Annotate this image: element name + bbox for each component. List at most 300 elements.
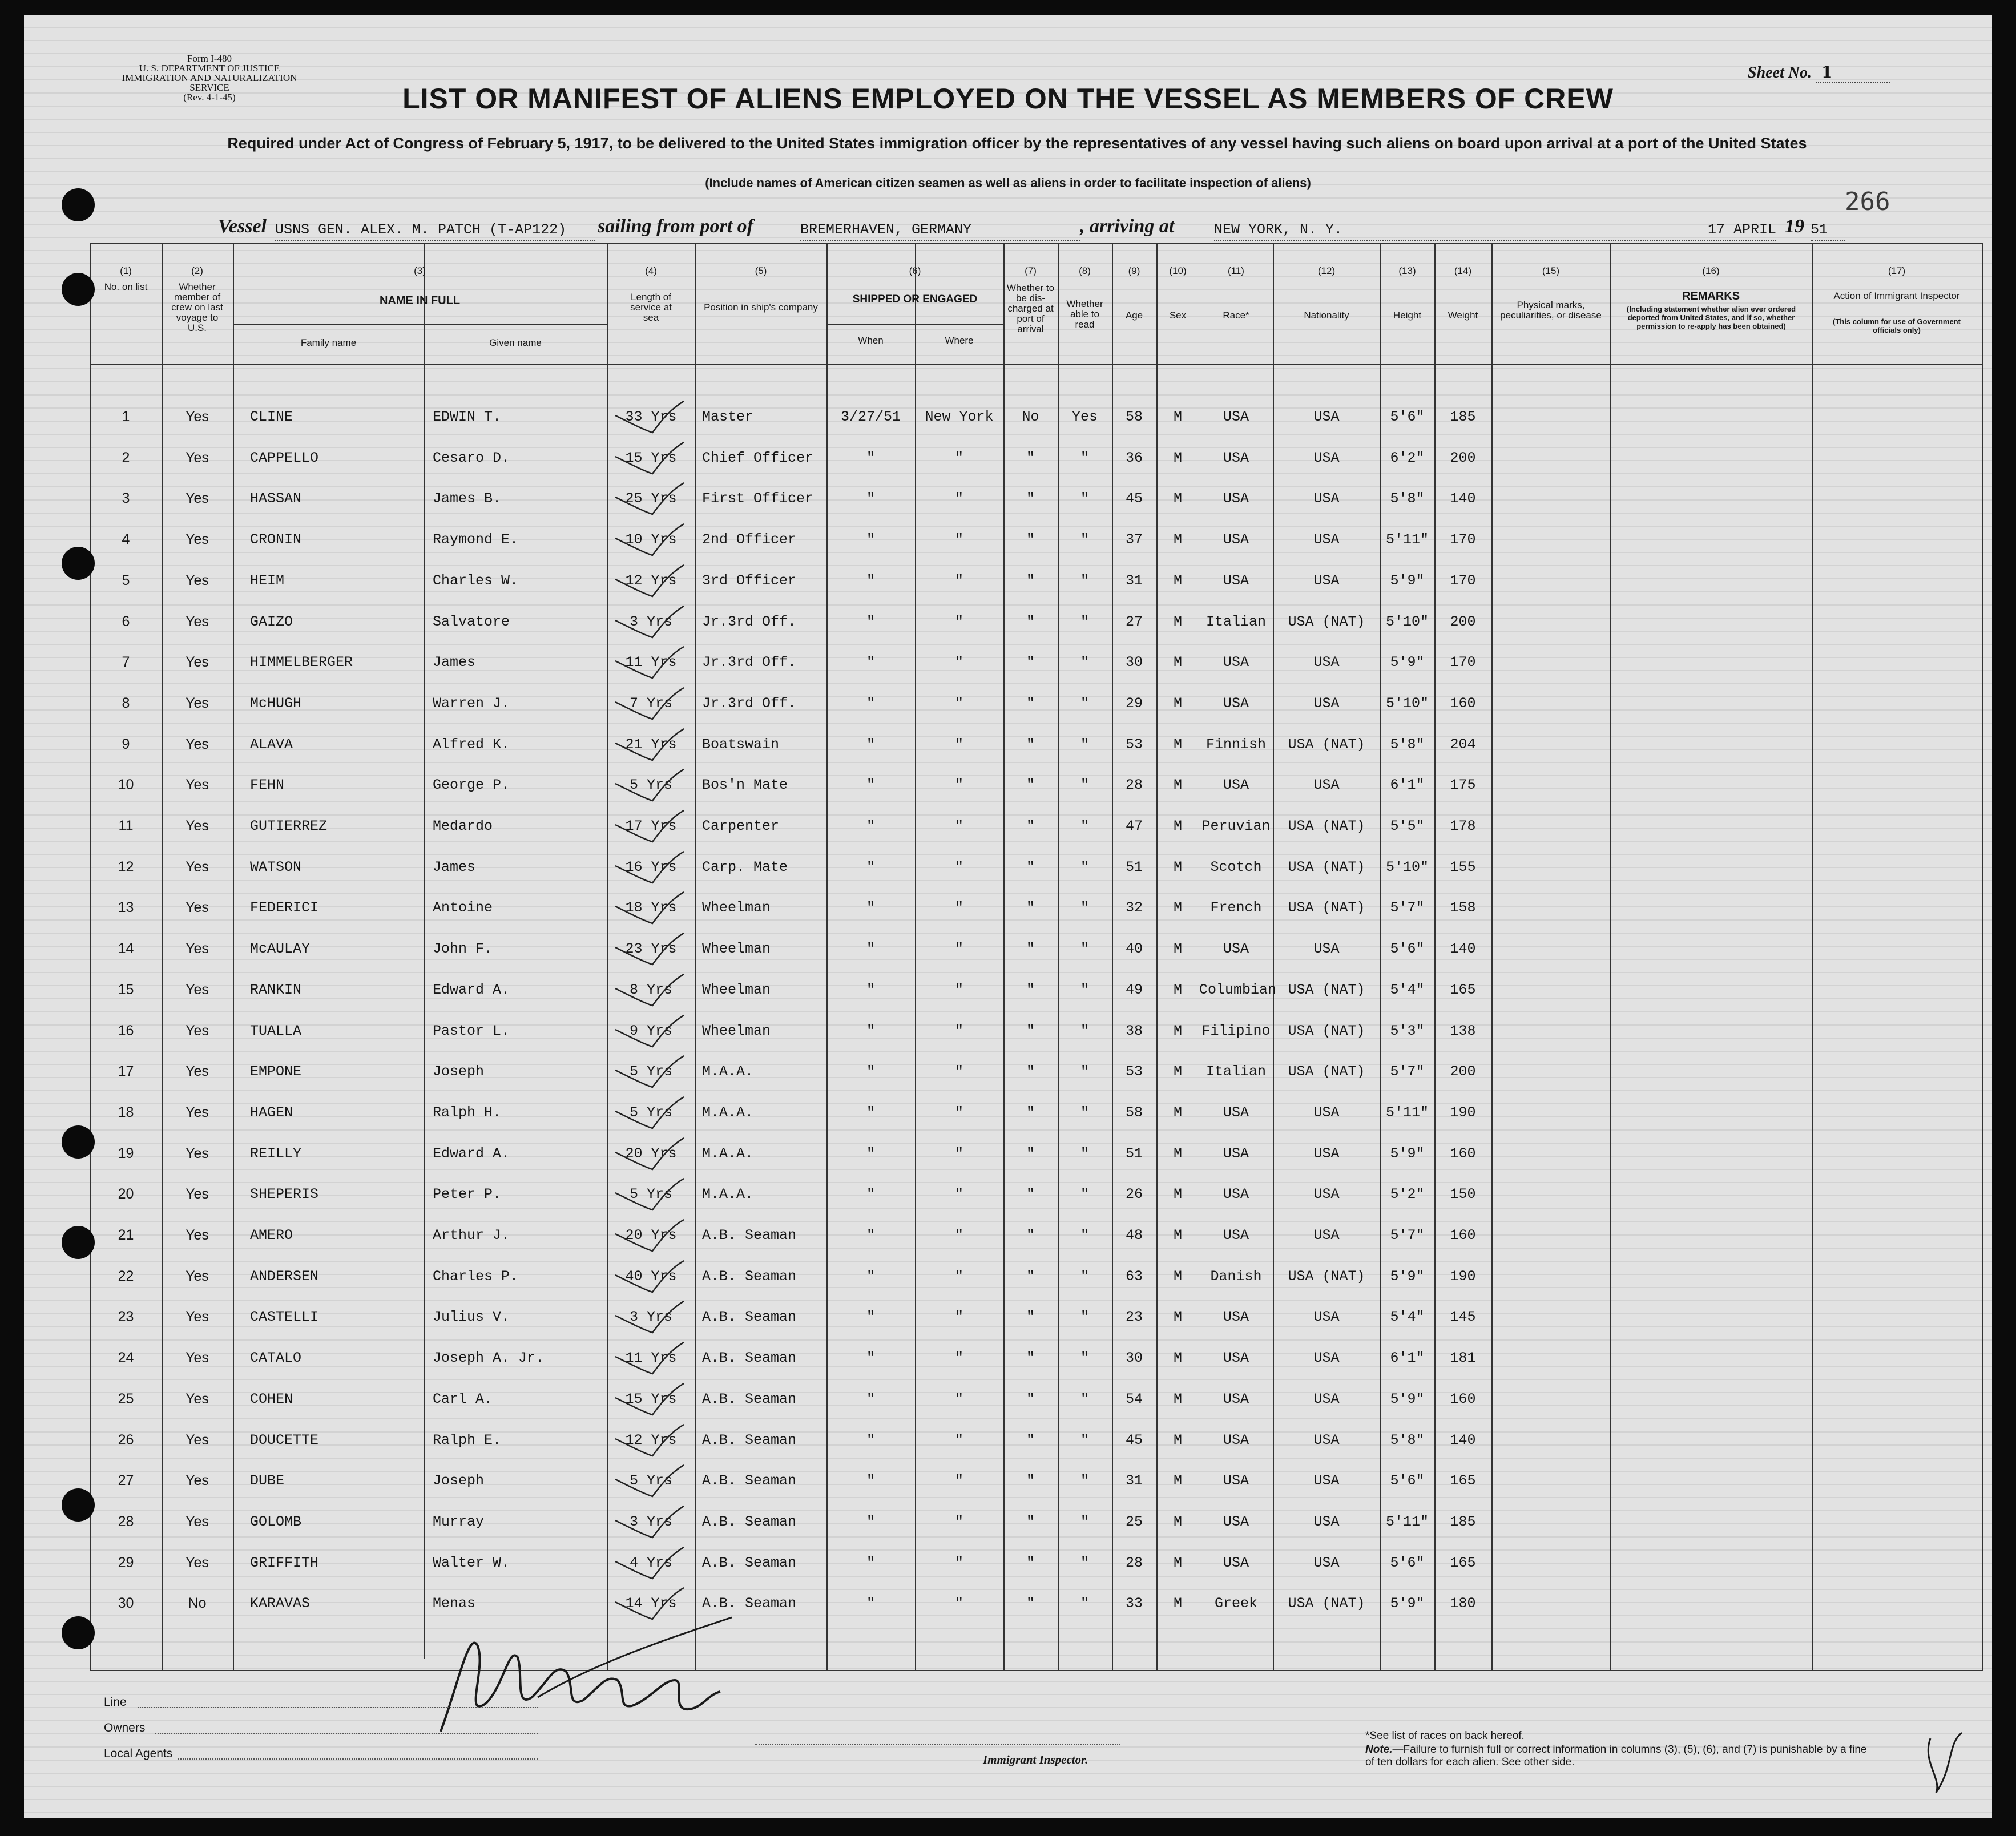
cell-nat: USA xyxy=(1313,1431,1340,1448)
cell-nat: USA xyxy=(1313,409,1340,425)
col-header-weight: Weight xyxy=(1448,310,1478,321)
cell-sex: M xyxy=(1173,1595,1182,1612)
col-header-crew: Whether member of crew on last voyage to U.S. xyxy=(171,281,223,333)
cell-no: 21 xyxy=(118,1227,134,1243)
cell-position: A.B. Seaman xyxy=(702,1513,797,1530)
crew-table xyxy=(90,243,1983,1671)
cell-service: 11 Yrs xyxy=(625,1350,677,1367)
cell-height: 6'1" xyxy=(1390,1350,1425,1367)
cell-where: " xyxy=(954,449,963,466)
punch-hole xyxy=(62,547,95,580)
name-subheader-rule xyxy=(233,324,607,325)
cell-sex: M xyxy=(1173,449,1182,466)
manifest-sheet xyxy=(24,15,1992,1818)
cell-crew: Yes xyxy=(186,654,209,671)
cell-position: Wheelman xyxy=(702,1022,771,1039)
cell-sex: M xyxy=(1173,1350,1182,1367)
arrival-port: NEW YORK, N. Y. xyxy=(1214,221,1625,241)
cell-no: 6 xyxy=(122,613,130,630)
cell-position: First Officer xyxy=(702,490,814,507)
col-header-position: Position in ship's company xyxy=(704,302,818,313)
note-text: —Failure to furnish full or correct information in columns (3), (5), (6), and (7) is punishable by a fine of ten dollars for each alien. See other side. xyxy=(1365,1744,1867,1768)
cell-when: " xyxy=(866,1309,875,1326)
inspector-label: Immigrant Inspector. xyxy=(983,1753,1088,1766)
cell-read: " xyxy=(1080,1186,1089,1203)
cell-where: " xyxy=(954,1431,963,1448)
cell-position: 2nd Officer xyxy=(702,531,797,548)
cell-nat: USA (NAT) xyxy=(1288,1595,1365,1612)
cell-race: Finnish xyxy=(1205,736,1267,753)
cell-service: 5 Yrs xyxy=(629,1472,672,1490)
cell-family: FEDERICI xyxy=(250,899,319,917)
col-num-9: (9) xyxy=(1128,265,1140,276)
line-field xyxy=(138,1707,538,1708)
cell-age: 25 xyxy=(1125,1513,1143,1530)
col-header-nationality: Nationality xyxy=(1304,310,1349,321)
cell-crew: Yes xyxy=(186,1513,209,1530)
cell-age: 32 xyxy=(1125,899,1143,917)
arrival-date: 17 APRIL xyxy=(1611,221,1776,241)
table-row xyxy=(90,777,1491,800)
cell-nat: USA xyxy=(1313,1227,1340,1244)
table-row xyxy=(90,1309,1491,1331)
cell-read: " xyxy=(1080,613,1089,630)
col-header-family: Family name xyxy=(300,337,357,348)
cell-crew: Yes xyxy=(186,777,209,793)
cell-age: 26 xyxy=(1125,1186,1143,1203)
check-mark-icon xyxy=(610,521,690,561)
cell-where: " xyxy=(954,941,963,958)
cell-no: 9 xyxy=(122,736,130,752)
cell-read: " xyxy=(1080,858,1089,875)
cell-height: 5'6" xyxy=(1390,1554,1425,1571)
cell-read: " xyxy=(1080,654,1089,671)
table-row xyxy=(90,1472,1491,1495)
cell-service: 23 Yrs xyxy=(625,941,677,958)
cell-height: 5'11" xyxy=(1385,531,1429,548)
cell-weight: 145 xyxy=(1450,1309,1476,1326)
check-mark-icon xyxy=(610,1053,690,1093)
cell-crew: Yes xyxy=(186,818,209,834)
cell-nat: USA xyxy=(1313,1104,1340,1121)
cell-sex: M xyxy=(1173,1227,1182,1244)
col-header-age: Age xyxy=(1125,310,1143,321)
cell-sex: M xyxy=(1173,572,1182,589)
cell-crew: Yes xyxy=(186,1022,209,1039)
cell-disch: " xyxy=(1026,1227,1035,1244)
cell-position: Carp. Mate xyxy=(702,858,788,875)
cell-when: " xyxy=(866,1554,875,1571)
table-bottom-rule xyxy=(90,1670,1983,1671)
col-header-remarks-sub: (Including statement whether alien ever ordered deported from United States, and if so, whether permission to re-apply has been obtained) xyxy=(1626,305,1796,330)
cell-height: 5'10" xyxy=(1385,695,1429,712)
cell-age: 31 xyxy=(1125,1472,1143,1490)
check-mark-icon xyxy=(610,971,690,1011)
check-mark-icon xyxy=(610,1258,690,1298)
cell-sex: M xyxy=(1173,1268,1182,1285)
cell-nat: USA xyxy=(1313,1513,1340,1530)
form-number: Form I-480 xyxy=(187,53,232,64)
cell-disch: " xyxy=(1026,1186,1035,1203)
table-row xyxy=(90,450,1491,473)
cell-family: HIMMELBERGER xyxy=(250,654,353,671)
cell-nat: USA (NAT) xyxy=(1288,1268,1365,1285)
cell-age: 49 xyxy=(1125,981,1143,998)
cell-read: " xyxy=(1080,1472,1089,1490)
cell-age: 31 xyxy=(1125,572,1143,589)
cell-given: EDWIN T. xyxy=(433,409,502,425)
cell-weight: 204 xyxy=(1450,736,1476,753)
cell-crew: Yes xyxy=(186,695,209,711)
cell-height: 5'4" xyxy=(1390,981,1425,998)
cell-family: GUTIERREZ xyxy=(250,818,328,834)
cell-age: 33 xyxy=(1125,1595,1143,1612)
cell-family: WATSON xyxy=(250,858,302,875)
cell-height: 5'8" xyxy=(1390,736,1425,753)
cell-crew: Yes xyxy=(186,981,209,998)
cell-where: " xyxy=(954,858,963,875)
cell-service: 4 Yrs xyxy=(629,1554,672,1571)
cell-read: Yes xyxy=(1071,409,1098,425)
cell-nat: USA xyxy=(1313,941,1340,958)
cell-given: Walter W. xyxy=(433,1554,510,1571)
cell-position: M.A.A. xyxy=(702,1186,754,1203)
table-row xyxy=(90,1186,1491,1209)
col-rule xyxy=(1982,243,1983,1671)
cell-crew: Yes xyxy=(186,572,209,588)
cell-given: Alfred K. xyxy=(433,736,510,753)
cell-when: " xyxy=(866,490,875,507)
cell-read: " xyxy=(1080,818,1089,834)
punch-hole xyxy=(62,1488,95,1522)
cell-disch: " xyxy=(1026,531,1035,548)
cell-no: 20 xyxy=(118,1186,134,1203)
cell-where: " xyxy=(954,1554,963,1571)
col-header-race: Race* xyxy=(1223,310,1249,321)
cell-where: " xyxy=(954,1350,963,1367)
cell-no: 7 xyxy=(122,654,130,671)
cell-height: 5'8" xyxy=(1390,490,1425,507)
year-prefix: 19 xyxy=(1785,216,1804,237)
cell-race: Columbian xyxy=(1199,981,1277,998)
cell-sex: M xyxy=(1173,1390,1182,1407)
table-row xyxy=(90,1227,1491,1250)
cell-race: USA xyxy=(1223,941,1249,958)
col-num-10: (10) xyxy=(1169,265,1187,276)
cell-race: USA xyxy=(1223,490,1249,507)
cell-weight: 160 xyxy=(1450,1145,1476,1162)
cell-weight: 170 xyxy=(1450,531,1476,548)
cell-given: Salvatore xyxy=(433,613,510,630)
cell-crew: Yes xyxy=(186,941,209,957)
cell-given: Peter P. xyxy=(433,1186,502,1203)
cell-weight: 150 xyxy=(1450,1186,1476,1203)
cell-when: " xyxy=(866,1390,875,1407)
cell-position: M.A.A. xyxy=(702,1145,754,1162)
cell-no: 10 xyxy=(118,777,134,793)
cell-age: 51 xyxy=(1125,858,1143,875)
cell-when: " xyxy=(866,572,875,589)
cell-nat: USA xyxy=(1313,1145,1340,1162)
table-row xyxy=(90,1432,1491,1455)
cell-race: Greek xyxy=(1214,1595,1257,1612)
cell-given: Murray xyxy=(433,1513,485,1530)
cell-position: A.B. Seaman xyxy=(702,1472,797,1490)
cell-where: " xyxy=(954,1227,963,1244)
cell-read: " xyxy=(1080,1268,1089,1285)
cell-height: 5'9" xyxy=(1390,1390,1425,1407)
cell-when: " xyxy=(866,1186,875,1203)
table-row xyxy=(90,1391,1491,1414)
cell-race: Scotch xyxy=(1210,858,1262,875)
cell-given: Antoine xyxy=(433,899,493,917)
cell-disch: " xyxy=(1026,1513,1035,1530)
cell-disch: " xyxy=(1026,1595,1035,1612)
cell-given: James xyxy=(433,654,476,671)
cell-crew: Yes xyxy=(186,1104,209,1120)
cell-no: 18 xyxy=(118,1104,134,1120)
cell-family: GRIFFITH xyxy=(250,1554,319,1571)
cell-sex: M xyxy=(1173,899,1182,917)
table-row xyxy=(90,859,1491,882)
cell-where: New York xyxy=(925,409,994,425)
cell-family: DUBE xyxy=(250,1472,285,1490)
cell-no: 2 xyxy=(122,449,130,466)
cell-no: 14 xyxy=(118,941,134,957)
cell-height: 5'9" xyxy=(1390,1595,1425,1612)
cell-crew: Yes xyxy=(186,1390,209,1407)
cell-disch: " xyxy=(1026,449,1035,466)
col-header-height: Height xyxy=(1393,310,1422,321)
col-header-given: Given name xyxy=(489,337,542,348)
check-mark-icon xyxy=(610,398,690,438)
owners-label: Owners xyxy=(104,1721,146,1734)
cell-weight: 140 xyxy=(1450,490,1476,507)
year-suffix: 51 xyxy=(1811,221,1845,241)
cell-sex: M xyxy=(1173,1063,1182,1080)
check-mark-icon xyxy=(610,766,690,806)
cell-family: CASTELLI xyxy=(250,1309,319,1326)
cell-when: " xyxy=(866,1022,875,1039)
cell-given: Edward A. xyxy=(433,981,510,998)
cell-service: 18 Yrs xyxy=(625,899,677,917)
cell-family: AMERO xyxy=(250,1227,293,1244)
table-row xyxy=(90,490,1491,513)
table-row xyxy=(90,1268,1491,1291)
check-mark-icon xyxy=(610,685,690,725)
cell-disch: " xyxy=(1026,941,1035,958)
cell-when: " xyxy=(866,736,875,753)
cell-service: 15 Yrs xyxy=(625,449,677,466)
cell-crew: Yes xyxy=(186,1431,209,1448)
cell-no: 11 xyxy=(118,818,134,834)
col-header-action: Action of Immigrant Inspector xyxy=(1833,290,1960,301)
check-mark-icon xyxy=(610,1422,690,1462)
cell-position: A.B. Seaman xyxy=(702,1554,797,1571)
cell-weight: 175 xyxy=(1450,777,1476,794)
col-num-2: (2) xyxy=(191,265,203,276)
cell-race: Peruvian xyxy=(1201,818,1271,834)
cell-weight: 165 xyxy=(1450,1554,1476,1571)
cell-where: " xyxy=(954,981,963,998)
cell-read: " xyxy=(1080,449,1089,466)
cell-race: USA xyxy=(1223,1431,1249,1448)
cell-where: " xyxy=(954,1513,963,1530)
cell-position: A.B. Seaman xyxy=(702,1268,797,1285)
cell-read: " xyxy=(1080,1063,1089,1080)
cell-sex: M xyxy=(1173,409,1182,425)
check-mark-icon xyxy=(610,1135,690,1175)
cell-disch: " xyxy=(1026,1554,1035,1571)
cell-when: " xyxy=(866,858,875,875)
cell-when: 3/27/51 xyxy=(840,409,901,425)
cell-crew: Yes xyxy=(186,490,209,507)
cell-weight: 155 xyxy=(1450,858,1476,875)
cell-where: " xyxy=(954,818,963,834)
cell-race: USA xyxy=(1223,777,1249,794)
cell-read: " xyxy=(1080,1309,1089,1326)
cell-height: 5'9" xyxy=(1390,1145,1425,1162)
table-row xyxy=(90,1555,1491,1577)
cell-service: 20 Yrs xyxy=(625,1145,677,1162)
col-num-17: (17) xyxy=(1888,265,1906,276)
cell-given: Ralph E. xyxy=(433,1431,502,1448)
cell-age: 58 xyxy=(1125,409,1143,425)
cell-given: Menas xyxy=(433,1595,476,1612)
cell-read: " xyxy=(1080,1554,1089,1571)
punch-hole xyxy=(62,1616,95,1649)
col-num-7: (7) xyxy=(1025,265,1037,276)
cell-nat: USA xyxy=(1313,449,1340,466)
arriving-label: , arriving at xyxy=(1080,216,1175,237)
cell-read: " xyxy=(1080,1431,1089,1448)
cell-family: COHEN xyxy=(250,1390,293,1407)
cell-sex: M xyxy=(1173,777,1182,794)
cell-family: HEIM xyxy=(250,572,285,589)
cell-no: 28 xyxy=(118,1513,134,1530)
cell-race: Danish xyxy=(1210,1268,1262,1285)
cell-disch: " xyxy=(1026,1350,1035,1367)
cell-family: ANDERSEN xyxy=(250,1268,319,1285)
cell-nat: USA (NAT) xyxy=(1288,899,1365,917)
cell-when: " xyxy=(866,449,875,466)
cell-crew: Yes xyxy=(186,1145,209,1161)
cell-nat: USA xyxy=(1313,490,1340,507)
cell-nat: USA xyxy=(1313,1390,1340,1407)
check-mark-icon xyxy=(610,1462,690,1502)
cell-race: USA xyxy=(1223,1390,1249,1407)
cell-weight: 160 xyxy=(1450,695,1476,712)
cell-sex: M xyxy=(1173,1022,1182,1039)
cell-disch: " xyxy=(1026,736,1035,753)
cell-crew: Yes xyxy=(186,858,209,875)
cell-sex: M xyxy=(1173,1472,1182,1490)
vessel-name: USNS GEN. ALEX. M. PATCH (T-AP122) xyxy=(275,221,595,241)
cell-sex: M xyxy=(1173,736,1182,753)
cell-nat: USA xyxy=(1313,777,1340,794)
cell-where: " xyxy=(954,777,963,794)
check-mark-icon xyxy=(610,603,690,643)
col-num-8: (8) xyxy=(1079,265,1091,276)
cell-crew: Yes xyxy=(186,1309,209,1325)
table-row xyxy=(90,409,1491,431)
col-num-4: (4) xyxy=(645,265,657,276)
check-mark-icon xyxy=(610,562,690,602)
cell-given: Medardo xyxy=(433,818,493,834)
cell-service: 10 Yrs xyxy=(625,531,677,548)
table-row xyxy=(90,1145,1491,1168)
cell-service: 20 Yrs xyxy=(625,1227,677,1244)
cell-disch: " xyxy=(1026,1022,1035,1039)
handwritten-mark xyxy=(1919,1727,1970,1801)
cell-height: 5'8" xyxy=(1390,1431,1425,1448)
cell-disch: " xyxy=(1026,818,1035,834)
cell-family: McHUGH xyxy=(250,695,302,712)
cell-family: SHEPERIS xyxy=(250,1186,319,1203)
cell-age: 54 xyxy=(1125,1390,1143,1407)
cell-position: Carpenter xyxy=(702,818,780,834)
cell-service: 3 Yrs xyxy=(629,1309,672,1326)
cell-height: 6'2" xyxy=(1390,449,1425,466)
cell-crew: Yes xyxy=(186,1268,209,1284)
cell-when: " xyxy=(866,1431,875,1448)
cell-race: Italian xyxy=(1205,1063,1267,1080)
inspector-signature-field xyxy=(755,1744,1120,1745)
cell-age: 29 xyxy=(1125,695,1143,712)
cell-disch: " xyxy=(1026,1472,1035,1490)
cell-no: 16 xyxy=(118,1022,134,1039)
col-num-14: (14) xyxy=(1454,265,1472,276)
cell-when: " xyxy=(866,941,875,958)
cell-read: " xyxy=(1080,1227,1089,1244)
cell-nat: USA xyxy=(1313,695,1340,712)
cell-where: " xyxy=(954,1390,963,1407)
cell-race: USA xyxy=(1223,1554,1249,1571)
cell-given: Joseph xyxy=(433,1063,485,1080)
cell-age: 30 xyxy=(1125,654,1143,671)
cell-when: " xyxy=(866,613,875,630)
col-header-physical: Physical marks, peculiarities, or disease xyxy=(1500,300,1602,321)
cell-weight: 158 xyxy=(1450,899,1476,917)
vessel-label: Vessel xyxy=(218,216,267,237)
cell-given: Warren J. xyxy=(433,695,510,712)
cell-weight: 138 xyxy=(1450,1022,1476,1039)
cell-height: 5'6" xyxy=(1390,941,1425,958)
cell-weight: 200 xyxy=(1450,1063,1476,1080)
cell-when: " xyxy=(866,1063,875,1080)
cell-height: 5'6" xyxy=(1390,1472,1425,1490)
col-header-shipped: SHIPPED OR ENGAGED xyxy=(852,293,978,305)
cell-weight: 178 xyxy=(1450,818,1476,834)
cell-no: 13 xyxy=(118,899,134,916)
cell-crew: Yes xyxy=(186,449,209,466)
cell-read: " xyxy=(1080,941,1089,958)
cell-disch: " xyxy=(1026,654,1035,671)
sheet-label: Sheet No. xyxy=(1748,64,1812,82)
cell-read: " xyxy=(1080,490,1089,507)
cell-race: USA xyxy=(1223,1309,1249,1326)
cell-height: 5'7" xyxy=(1390,1227,1425,1244)
cell-where: " xyxy=(954,736,963,753)
cell-given: James xyxy=(433,858,476,875)
cell-no: 30 xyxy=(118,1595,134,1612)
cell-disch: " xyxy=(1026,572,1035,589)
cell-where: " xyxy=(954,1022,963,1039)
cell-no: 27 xyxy=(118,1472,134,1489)
check-mark-icon xyxy=(610,1094,690,1134)
cell-read: " xyxy=(1080,1104,1089,1121)
table-row xyxy=(90,572,1491,595)
